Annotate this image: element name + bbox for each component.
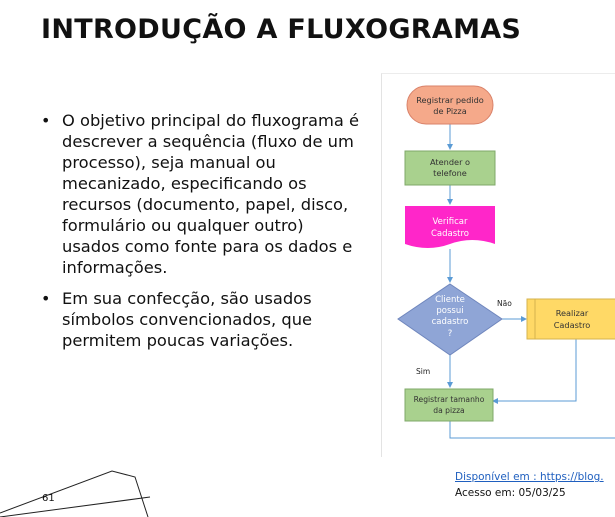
corner-decoration <box>0 465 160 517</box>
start-label-line2: de Pizza <box>433 106 467 116</box>
document-shape <box>405 206 495 248</box>
pizza-size-shape <box>405 389 493 421</box>
start-shape <box>407 86 493 124</box>
connector-register-size <box>493 339 576 401</box>
flowchart-pizza-size-node <box>405 389 493 421</box>
document-label-line2: Cadastro <box>430 229 470 239</box>
decision-label-line3: cadastro <box>431 317 469 327</box>
start-label-line1: Registrar pedido <box>416 95 484 105</box>
flowchart-document-node <box>405 206 495 248</box>
pizza-size-label-line2: da pizza <box>433 406 465 415</box>
flowchart-answer-phone-node <box>405 151 495 185</box>
flowchart-start-node <box>407 86 493 124</box>
bullet-item-objective <box>40 110 365 278</box>
page-number: 61 <box>42 493 55 504</box>
bullet-dot-icon: • <box>41 111 51 130</box>
pizza-size-label-line1: Registrar tamanho <box>413 395 485 404</box>
source-link[interactable]: Disponível em : https://blog. <box>455 471 604 483</box>
answer-phone-label-line2: telefone <box>433 168 467 178</box>
bullet-text-symbols: Em sua confecção, são usados símbolos convencionados, que permitem poucas variações. <box>62 289 313 350</box>
bullet-text-objective: O objetivo principal do fluxograma é descrever a sequência (fluxo de um processo), seja manual ou mecanizado, especificando os recursos (documento, papel, disco, formulário ou qualquer outro) usados como fonte para os dados e informações. <box>62 111 360 277</box>
decision-label-line2: possui <box>436 306 464 316</box>
flowchart-register-node <box>527 299 615 339</box>
decision-label-line4: ? <box>447 329 453 339</box>
bullet-item-symbols <box>40 288 365 351</box>
register-label-line2: Cadastro <box>553 320 591 330</box>
decision-label-line1: Cliente <box>435 295 465 305</box>
bullet-list <box>40 110 365 361</box>
flowchart-decision-node <box>398 284 502 355</box>
register-shape <box>527 299 615 339</box>
document-label-line1: Verificar <box>432 217 468 227</box>
access-date: Acesso em: 05/03/25 <box>455 487 566 499</box>
branch-label-no: Não <box>497 299 512 308</box>
slide-title: INTRODUÇÃO A FLUXOGRAMAS <box>41 14 522 45</box>
bullet-dot-icon: • <box>41 289 51 308</box>
register-label-line1: Realizar <box>555 308 589 318</box>
flowchart-image <box>381 73 615 457</box>
connector-size-next <box>450 421 615 438</box>
answer-phone-label-line1: Atender o <box>429 157 471 167</box>
branch-label-yes: Sim <box>416 367 431 376</box>
flowchart-diagram <box>382 74 615 457</box>
